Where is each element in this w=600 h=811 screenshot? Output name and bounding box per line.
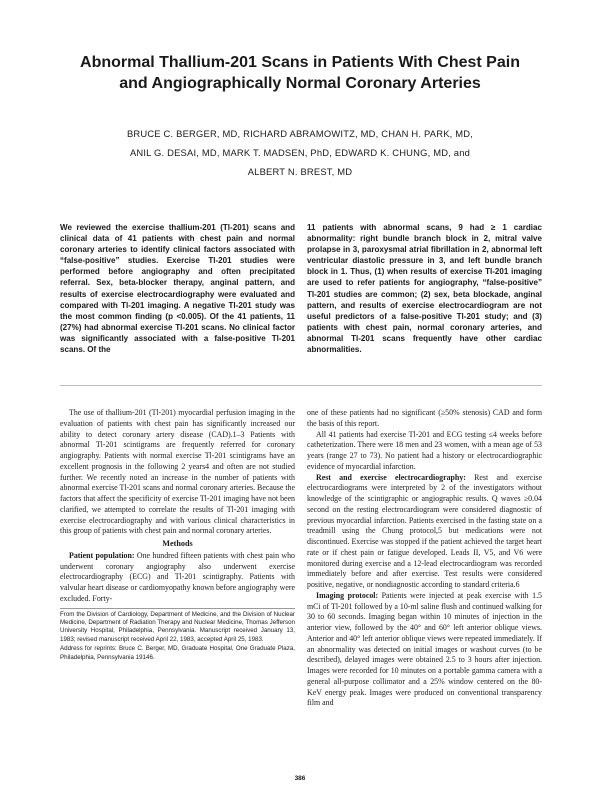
author-line-3: ALBERT N. BREST, MD	[247, 166, 353, 177]
title-line-2: and Angiographically Normal Coronary Arteries	[119, 75, 481, 92]
methods-heading: Methods	[162, 539, 193, 548]
page-number: 386	[294, 775, 306, 782]
imaging-protocol-heading: Imaging protocol:	[316, 590, 379, 600]
article-body	[60, 408, 542, 778]
section-divider	[60, 385, 542, 386]
body-left-column	[60, 408, 295, 778]
rest-exercise-heading: Rest and exercise electrocardiography:	[316, 472, 466, 482]
imaging-protocol-text: Patients were injected at peak exercise with 1.5 mCi of Tl-201 followed by a 10-ml saline flush and continued walking for 30 to 60 seconds. Imaging began within 10 minutes of injection in the anterior view, followed by the 40° and 60° left anterior oblique views. Anterior and 40° left anterior oblique views were repeated immediately. If an abnormality was detected on initial images or washout curves (to be described), delayed images were obtained 2.5 to 3 hours after injection. Images were recorded for 10 minutes on a portable gamma camera with a general all-purpose collimator and a 25% window centered on the 80-KeV energy peak. Images were produced on conventional transparency film and	[307, 590, 542, 708]
rest-exercise-text: Rest and exercise electrocardiograms were interpreted by 2 of the investigators without knowledge of the scintigraphic or angiographic results. Q waves ≥0.04 second on the resting electrocardiogram were considered diagnostic of previous myocardial infarction. Patients exercised in the fasting state on a treadmill using the Chung protocol,5 but medications were not discontinued. Exercise was stopped if the patient achieved the target heart rate or if chest pain or fatigue developed. Leads II, V5, and V6 were monitored during exercise and a 12-lead electrocardiogram was recorded immediately before and after exercise. Test results were considered positive, negative, or nondiagnostic according to standard criteria.6	[307, 472, 542, 589]
intro-paragraph: The use of thallium-201 (Tl-201) myocardial perfusion imaging in the evaluation of patients with chest pain has significantly increased our ability to detect coronary artery disease (CAD).1–3 Patients with abnormal Tl-201 scintigrams are frequently referred for coronary angiography. Patients with normal exercise Tl-201 scintigrams have an excellent prognosis in the following 2 years4 and often are not studied further. We recently noted an increase in the number of patients with abnormal exercise Tl-201 scans and normal coronary arteries. Because the factors that affect the specificity of exercise Tl-201 imaging have not been clarified, we attempted to correlate the results of Tl-201 imaging with exercise electrocardiography and with various clinical characteristics in this group of patients with chest pain and normal coronary arteries.	[60, 408, 295, 536]
footnote	[60, 608, 295, 662]
patient-population-heading: Patient population:	[69, 550, 135, 560]
body-right-column	[307, 408, 542, 778]
imaging-protocol-paragraph	[307, 591, 542, 709]
author-line-1: BRUCE C. BERGER, MD, RICHARD ABRAMOWITZ, MD, CHAN H. PARK, MD,	[126, 128, 474, 139]
title-line-1: Abnormal Thallium-201 Scans in Patients With Chest Pain	[80, 54, 520, 71]
footnote-address: Address for reprints: Bruce C. Berger, MD, Graduate Hospital, One Graduate Plaza, Philadelphia, Pennsylvania 19146.	[60, 645, 295, 661]
author-list	[40, 124, 560, 181]
continued-paragraph: one of these patients had no significant (≥50% stenosis) CAD and form the basis of this report.	[307, 408, 542, 428]
article-title	[40, 52, 560, 94]
author-line-2: ANIL G. DESAI, MD, MARK T. MADSEN, PhD, EDWARD K. CHUNG, MD, and	[129, 147, 471, 158]
footnote-affiliation: From the Division of Cardiology, Department of Medicine, and the Division of Nuclear Medicine, Department of Radiation Therapy and Nuclear Medicine, Thomas Jefferson University Hospital, Philadelphia, Pennsylvania. Manuscript received January 13, 1983; revised manuscript received April 22, 1983, accepted April 25, 1983.	[60, 610, 295, 643]
patients-paragraph: All 41 patients had exercise Tl-201 and ECG testing ≤4 weeks before catheterization. There were 18 men and 23 women, with a mean age of 53 years (range 27 to 73). No patient had a history or electrocardiographic evidence of myocardial infarction.	[307, 429, 542, 471]
patient-population-paragraph	[60, 551, 295, 605]
abstract-right-column: 11 patients with abnormal scans, 9 had ≥ 1 cardiac abnormality: right bundle branch block in 2, mitral valve prolapse in 3, paroxysmal atrial fibrillation in 2, abnormal left ventricular diastolic pressure in 3, and left bundle branch block in 1. Thus, (1) when results of exercise Tl-201 imaging are used to refer patients for angiography, “false-positive” Tl-201 studies are common; (2) sex, beta blockade, anginal pattern, and results of exercise electrocardiogram are not useful predictors of a false-positive Tl-201 study; and (3) patients with chest pain, normal coronary arteries, and abnormal Tl-201 scans frequently have other cardiac abnormalities.	[307, 223, 542, 355]
patient-population-text: One hundred fifteen patients with chest pain who underwent coronary angiography also underwent exercise electrocardiography (ECG) and Tl-201 scintigraphy. Patients with valvular heart disease or cardiomyopathy known before angiography were excluded. Forty-	[60, 550, 295, 603]
rest-exercise-paragraph	[307, 473, 542, 591]
abstract	[60, 222, 542, 366]
abstract-left-column: We reviewed the exercise thallium-201 (Tl-201) scans and clinical data of 41 patients with chest pain and normal coronary arteries to identify clinical factors associated with “false-positive” studies. Exercise Tl-201 studies were performed before angiography and often precipitated referral. Sex, beta-blocker therapy, anginal pattern, and results of exercise electrocardiography were evaluated and compared with Tl-201 imaging. A negative Tl-201 study was the most common finding (p <0.005). Of the 41 patients, 11 (27%) had abnormal exercise Tl-201 scans. No clinical factor was significantly associated with a false-positive Tl-201 scans. Of the	[60, 223, 295, 355]
